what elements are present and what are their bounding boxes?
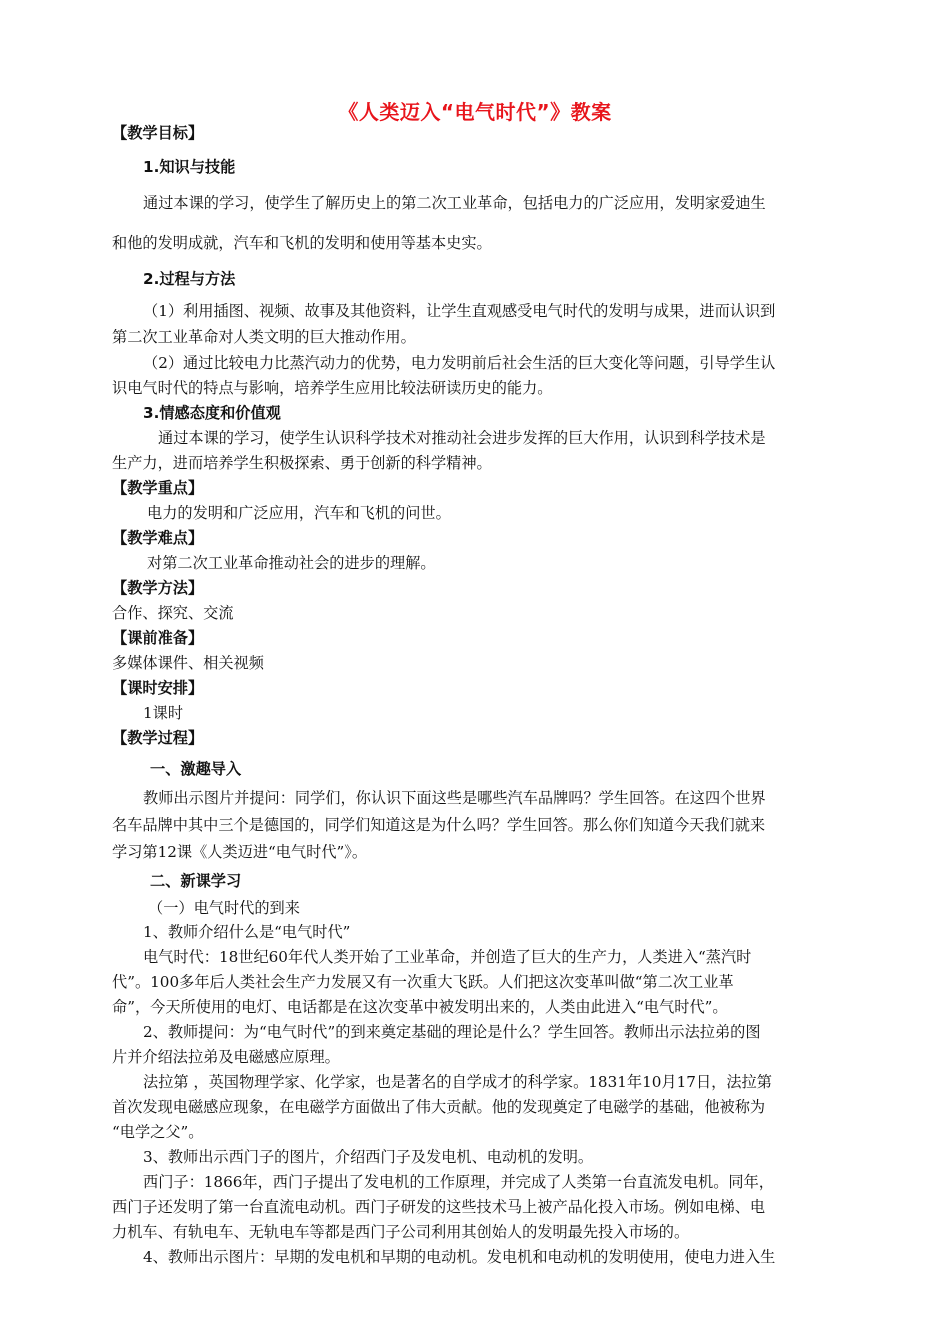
paragraph-line: 第二次工业革命对人类文明的巨大推动作用。 bbox=[112, 328, 416, 346]
paragraph-line: 3、教师出示西门子的图片，介绍西门子及发电机、电动机的发明。 bbox=[143, 1148, 594, 1166]
paragraph-line: 合作、探究、交流 bbox=[112, 604, 234, 622]
paragraph-line: 西门子还发明了第一台直流电动机。西门子研发的这些技术马上被产品化投入市场。例如电梯、电 bbox=[112, 1198, 766, 1216]
paragraph-line: （1）利用插图、视频、故事及其他资料，让学生直观感受电气时代的发明与成果，进而认识到 bbox=[143, 302, 776, 320]
paragraph-line: 通过本课的学习，使学生认识科学技术对推动社会进步发挥的巨大作用，认识到科学技术是 bbox=[158, 429, 766, 447]
heading-keypoint: 【教学重点】 bbox=[112, 479, 204, 497]
paragraph-line: 2、教师提问：为“电气时代”的到来奠定基础的理论是什么？学生回答。教师出示法拉弟的图 bbox=[143, 1023, 761, 1041]
paragraph-line: 识电气时代的特点与影响，培养学生应用比较法研读历史的能力。 bbox=[112, 379, 553, 397]
paragraph-line: 通过本课的学习，使学生了解历史上的第二次工业革命，包括电力的广泛应用，发明家爱迪生 bbox=[143, 194, 766, 212]
paragraph-line: 代”。100多年后人类社会生产力发展又有一次重大飞跃。人们把这次变革叫做“第二次工业革 bbox=[112, 973, 734, 991]
paragraph-line: 片并介绍法拉弟及电磁感应原理。 bbox=[112, 1048, 340, 1066]
heading-difficulty: 【教学难点】 bbox=[112, 529, 204, 547]
paragraph-line: 法拉第 ，英国物理学家、化学家，也是著名的自学成才的科学家。1831年10月17日，法拉第 bbox=[143, 1073, 772, 1091]
paragraph-line: 电力的发明和广泛应用，汽车和飞机的问世。 bbox=[147, 504, 451, 522]
paragraph-line: 教师出示图片并提问：同学们，你认识下面这些是哪些汽车品牌吗？学生回答。在这四个世界 bbox=[143, 789, 766, 807]
paragraph-line: 4、教师出示图片：早期的发电机和早期的电动机。发电机和电动机的发明使用，使电力进入生 bbox=[143, 1248, 776, 1266]
paragraph-line: 1、教师介绍什么是“电气时代” bbox=[143, 923, 351, 941]
paragraph-line: （2）通过比较电力比蒸汽动力的优势，电力发明前后社会生活的巨大变化等问题，引导学生认 bbox=[143, 354, 776, 372]
paragraph-line: 首次发现电磁感应现象，在电磁学方面做出了伟大贡献。他的发现奠定了电磁学的基础，他被称为 bbox=[112, 1098, 766, 1116]
paragraph-line: 生产力，进而培养学生积极探索、勇于创新的科学精神。 bbox=[112, 454, 492, 472]
paragraph-line: “电学之父”。 bbox=[112, 1123, 204, 1141]
heading-method: 【教学方法】 bbox=[112, 579, 204, 597]
paragraph-line: 西门子：1866年，西门子提出了发电机的工作原理，并完成了人类第一台直流发电机。同年， bbox=[143, 1173, 774, 1191]
paragraph-line: 电气时代：18世纪60年代人类开始了工业革命，并创造了巨大的生产力，人类进入“蒸汽时 bbox=[143, 948, 752, 966]
heading-prep: 【课前准备】 bbox=[112, 629, 204, 647]
subheading-values: 3.情感态度和价值观 bbox=[143, 404, 281, 422]
heading-objectives: 【教学目标】 bbox=[112, 124, 204, 142]
paragraph-line: 命”，今天所使用的电灯、电话都是在这次变革中被发明出来的，人类由此进入“电气时代”。 bbox=[112, 998, 728, 1016]
heading-procedure: 【教学过程】 bbox=[112, 729, 204, 747]
paragraph-line: 1课时 bbox=[143, 704, 184, 722]
page-title: 《人类迈入“电气时代”》教案 bbox=[338, 100, 612, 124]
paragraph-line: （一）电气时代的到来 bbox=[148, 899, 300, 917]
paragraph-line: 名车品牌中其中三个是德国的，同学们知道这是为什么吗？学生回答。那么你们知道今天我们就来 bbox=[112, 816, 766, 834]
heading-schedule: 【课时安排】 bbox=[112, 679, 204, 697]
paragraph-line: 力机车、有轨电车、无轨电车等都是西门子公司利用其创始人的发明最先投入市场的。 bbox=[112, 1223, 690, 1241]
paragraph-line: 学习第12课《人类迈进“电气时代”》。 bbox=[112, 843, 368, 861]
paragraph-line: 和他的发明成就，汽车和飞机的发明和使用等基本史实。 bbox=[112, 234, 492, 252]
subheading-knowledge: 1.知识与技能 bbox=[143, 158, 236, 176]
subheading-process: 2.过程与方法 bbox=[143, 270, 236, 288]
paragraph-line: 多媒体课件、相关视频 bbox=[112, 654, 264, 672]
subheading-newlesson: 二、新课学习 bbox=[150, 872, 242, 890]
paragraph-line: 对第二次工业革命推动社会的进步的理解。 bbox=[147, 554, 436, 572]
subheading-intro: 一、激趣导入 bbox=[150, 760, 242, 778]
